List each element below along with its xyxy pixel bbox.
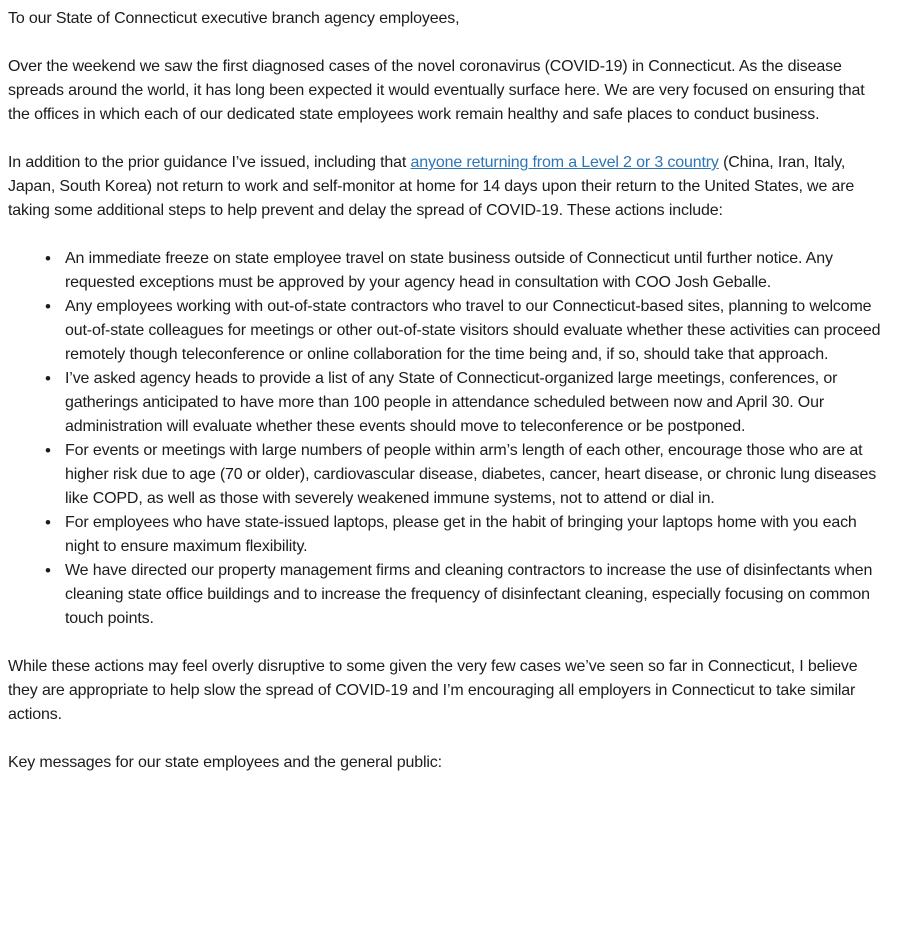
list-item-high-risk-attendees: • For events or meetings with large numbers of people within arm’s length of each other, encourage those who are at higher risk due to age (70 or older), cardiovascular disease, diabetes, cancer, heart disease, or chronic lung diseases like COPD, as well as those with severely weakened immune systems, not to attend or dial in. — [65, 439, 890, 511]
guidance-text-after-link: (China, Iran, Italy, Japan, South Korea) not return to work and self-monitor at home for 14 days upon their return to the United States, we are taking some additional steps to help prevent and delay the spread of COVID-19. These actions include: — [8, 154, 855, 219]
paragraph-key-messages: Key messages for our state employees and the general public: — [8, 754, 442, 771]
list-item-large-meetings: • I’ve asked agency heads to provide a list of any State of Connecticut-organized large meetings, conferences, or gatherings anticipated to have more than 100 people in attendance scheduled between now and April 30. Our administration will evaluate whether these events should move to teleconference or be postponed. — [65, 367, 890, 439]
list-item-travel-freeze: • An immediate freeze on state employee travel on state business outside of Connecticut until further notice. Any requested exceptions must be approved by your agency head in consultation with COO Josh Geballe. — [65, 247, 890, 295]
action-items-list — [8, 247, 890, 631]
list-item-laptops-home: • For employees who have state-issued laptops, please get in the habit of bringing your laptops home with you each night to ensure maximum flexibility. — [65, 511, 890, 559]
paragraph-first-cases: Over the weekend we saw the first diagnosed cases of the novel coronavirus (COVID-19) in Connecticut. As the disease spreads around the world, it has long been expected it would eventually surface here. We are very focused on ensuring that the offices in which each of our dedicated state employees work remain healthy and safe places to conduct business. — [8, 58, 865, 123]
level-2-or-3-country-link[interactable]: anyone returning from a Level 2 or 3 country — [410, 154, 719, 171]
guidance-text-before-link: In addition to the prior guidance I’ve issued, including that — [8, 154, 411, 171]
paragraph-prior-guidance — [8, 151, 890, 223]
list-item-out-of-state-contractors: • Any employees working with out-of-state contractors who travel to our Connecticut-based sites, planning to welcome out-of-state colleagues for meetings or other out-of-state visitors should evaluate whether these activities can proceed remotely though teleconference or online collaboration for the time being and, if so, should take that approach. — [65, 295, 890, 367]
salutation: To our State of Connecticut executive branch agency employees, — [8, 10, 460, 27]
paragraph-closing: While these actions may feel overly disruptive to some given the very few cases we’ve seen so far in Connecticut, I believe they are appropriate to help slow the spread of COVID-19 and I’m encouraging all employers in Connecticut to take similar actions. — [8, 658, 858, 723]
list-item-cleaning-contractors: • We have directed our property management firms and cleaning contractors to increase the use of disinfectants when cleaning state office buildings and to increase the frequency of disinfectant cleaning, especially focusing on common touch points. — [65, 559, 890, 631]
